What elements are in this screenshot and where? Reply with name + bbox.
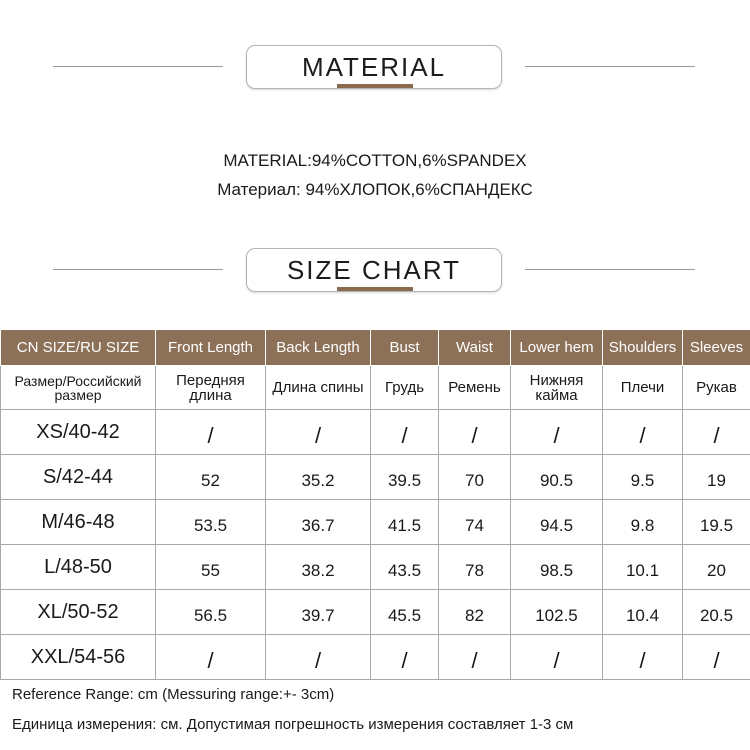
material-title: MATERIAL bbox=[246, 45, 502, 89]
measurement-cell: / bbox=[603, 635, 683, 680]
table-row bbox=[1, 590, 750, 635]
table-row bbox=[1, 455, 750, 500]
divider-left bbox=[53, 66, 223, 67]
measurement-cell: 38.2 bbox=[266, 545, 371, 590]
title-underline bbox=[337, 287, 413, 291]
col-header-ru-lower-hem: Нижняя кайма bbox=[511, 366, 603, 410]
measurement-cell: / bbox=[603, 410, 683, 455]
col-header-waist: Waist bbox=[439, 330, 511, 366]
measurement-cell: 74 bbox=[439, 500, 511, 545]
col-header-ru-waist: Ремень bbox=[439, 366, 511, 410]
measurement-cell: / bbox=[683, 410, 750, 455]
col-header-back-length: Back Length bbox=[266, 330, 371, 366]
size-label-cell: XXL/54-56 bbox=[1, 635, 156, 680]
measurement-cell: / bbox=[511, 635, 603, 680]
table-row bbox=[1, 500, 750, 545]
measurement-cell: / bbox=[371, 410, 439, 455]
reference-note-en: Reference Range: cm (Messuring range:+- 3cm) bbox=[12, 686, 335, 703]
measurement-cell: 35.2 bbox=[266, 455, 371, 500]
col-header-lower-hem: Lower hem bbox=[511, 330, 603, 366]
measurement-cell: / bbox=[439, 635, 511, 680]
col-header-shoulders: Shoulders bbox=[603, 330, 683, 366]
material-section-header bbox=[0, 45, 750, 93]
table-header-ru-row bbox=[1, 366, 750, 410]
measurement-cell: 9.5 bbox=[603, 455, 683, 500]
size-label-cell: M/46-48 bbox=[1, 500, 156, 545]
measurement-cell: / bbox=[156, 410, 266, 455]
size-chart-title: SIZE CHART bbox=[246, 248, 502, 292]
col-header-bust: Bust bbox=[371, 330, 439, 366]
measurement-cell: 36.7 bbox=[266, 500, 371, 545]
size-label-cell: S/42-44 bbox=[1, 455, 156, 500]
col-header-ru-sleeves: Рукав bbox=[683, 366, 750, 410]
measurement-cell: 9.8 bbox=[603, 500, 683, 545]
measurement-cell: / bbox=[683, 635, 750, 680]
measurement-cell: 82 bbox=[439, 590, 511, 635]
measurement-cell: 10.1 bbox=[603, 545, 683, 590]
table-row bbox=[1, 635, 750, 680]
measurement-cell: 102.5 bbox=[511, 590, 603, 635]
col-header-ru-front-length: Передняя длина bbox=[156, 366, 266, 410]
measurement-cell: / bbox=[439, 410, 511, 455]
divider-right bbox=[525, 269, 695, 270]
measurement-cell: / bbox=[266, 410, 371, 455]
measurement-cell: 78 bbox=[439, 545, 511, 590]
measurement-cell: 52 bbox=[156, 455, 266, 500]
size-label-cell: XS/40-42 bbox=[1, 410, 156, 455]
title-underline bbox=[337, 84, 413, 88]
col-header-ru-size: Размер/Российский размер bbox=[1, 366, 156, 410]
measurement-cell: 70 bbox=[439, 455, 511, 500]
size-chart-section-header bbox=[0, 248, 750, 296]
divider-right bbox=[525, 66, 695, 67]
col-header-size: CN SIZE/RU SIZE bbox=[1, 330, 156, 366]
col-header-ru-back-length: Длина спины bbox=[266, 366, 371, 410]
measurement-cell: 55 bbox=[156, 545, 266, 590]
size-rows bbox=[1, 410, 750, 680]
measurement-cell: / bbox=[511, 410, 603, 455]
measurement-cell: / bbox=[371, 635, 439, 680]
measurement-cell: 19 bbox=[683, 455, 750, 500]
measurement-cell: 90.5 bbox=[511, 455, 603, 500]
measurement-cell: 39.7 bbox=[266, 590, 371, 635]
table-row bbox=[1, 410, 750, 455]
col-header-front-length: Front Length bbox=[156, 330, 266, 366]
table-header-row bbox=[1, 330, 750, 366]
measurement-cell: 41.5 bbox=[371, 500, 439, 545]
measurement-cell: 53.5 bbox=[156, 500, 266, 545]
measurement-cell: 43.5 bbox=[371, 545, 439, 590]
measurement-cell: 10.4 bbox=[603, 590, 683, 635]
measurement-cell: 20.5 bbox=[683, 590, 750, 635]
measurement-cell: 56.5 bbox=[156, 590, 266, 635]
measurement-cell: 39.5 bbox=[371, 455, 439, 500]
size-label-cell: L/48-50 bbox=[1, 545, 156, 590]
measurement-cell: / bbox=[156, 635, 266, 680]
divider-left bbox=[53, 269, 223, 270]
size-label-cell: XL/50-52 bbox=[1, 590, 156, 635]
col-header-sleeves: Sleeves bbox=[683, 330, 750, 366]
measurement-cell: 94.5 bbox=[511, 500, 603, 545]
reference-note-ru: Единица измерения: см. Допустимая погрешность измерения составляет 1-3 см bbox=[12, 716, 574, 733]
col-header-ru-bust: Грудь bbox=[371, 366, 439, 410]
material-line-en: MATERIAL:94%COTTON,6%SPANDEX bbox=[223, 151, 527, 170]
table-row bbox=[1, 545, 750, 590]
measurement-cell: / bbox=[266, 635, 371, 680]
measurement-cell: 19.5 bbox=[683, 500, 750, 545]
measurement-cell: 45.5 bbox=[371, 590, 439, 635]
material-line-ru: Материал: 94%ХЛОПОК,6%СПАНДЕКС bbox=[217, 180, 533, 199]
measurement-cell: 98.5 bbox=[511, 545, 603, 590]
measurement-cell: 20 bbox=[683, 545, 750, 590]
col-header-ru-shoulders: Плечи bbox=[603, 366, 683, 410]
size-chart-table bbox=[0, 329, 750, 680]
